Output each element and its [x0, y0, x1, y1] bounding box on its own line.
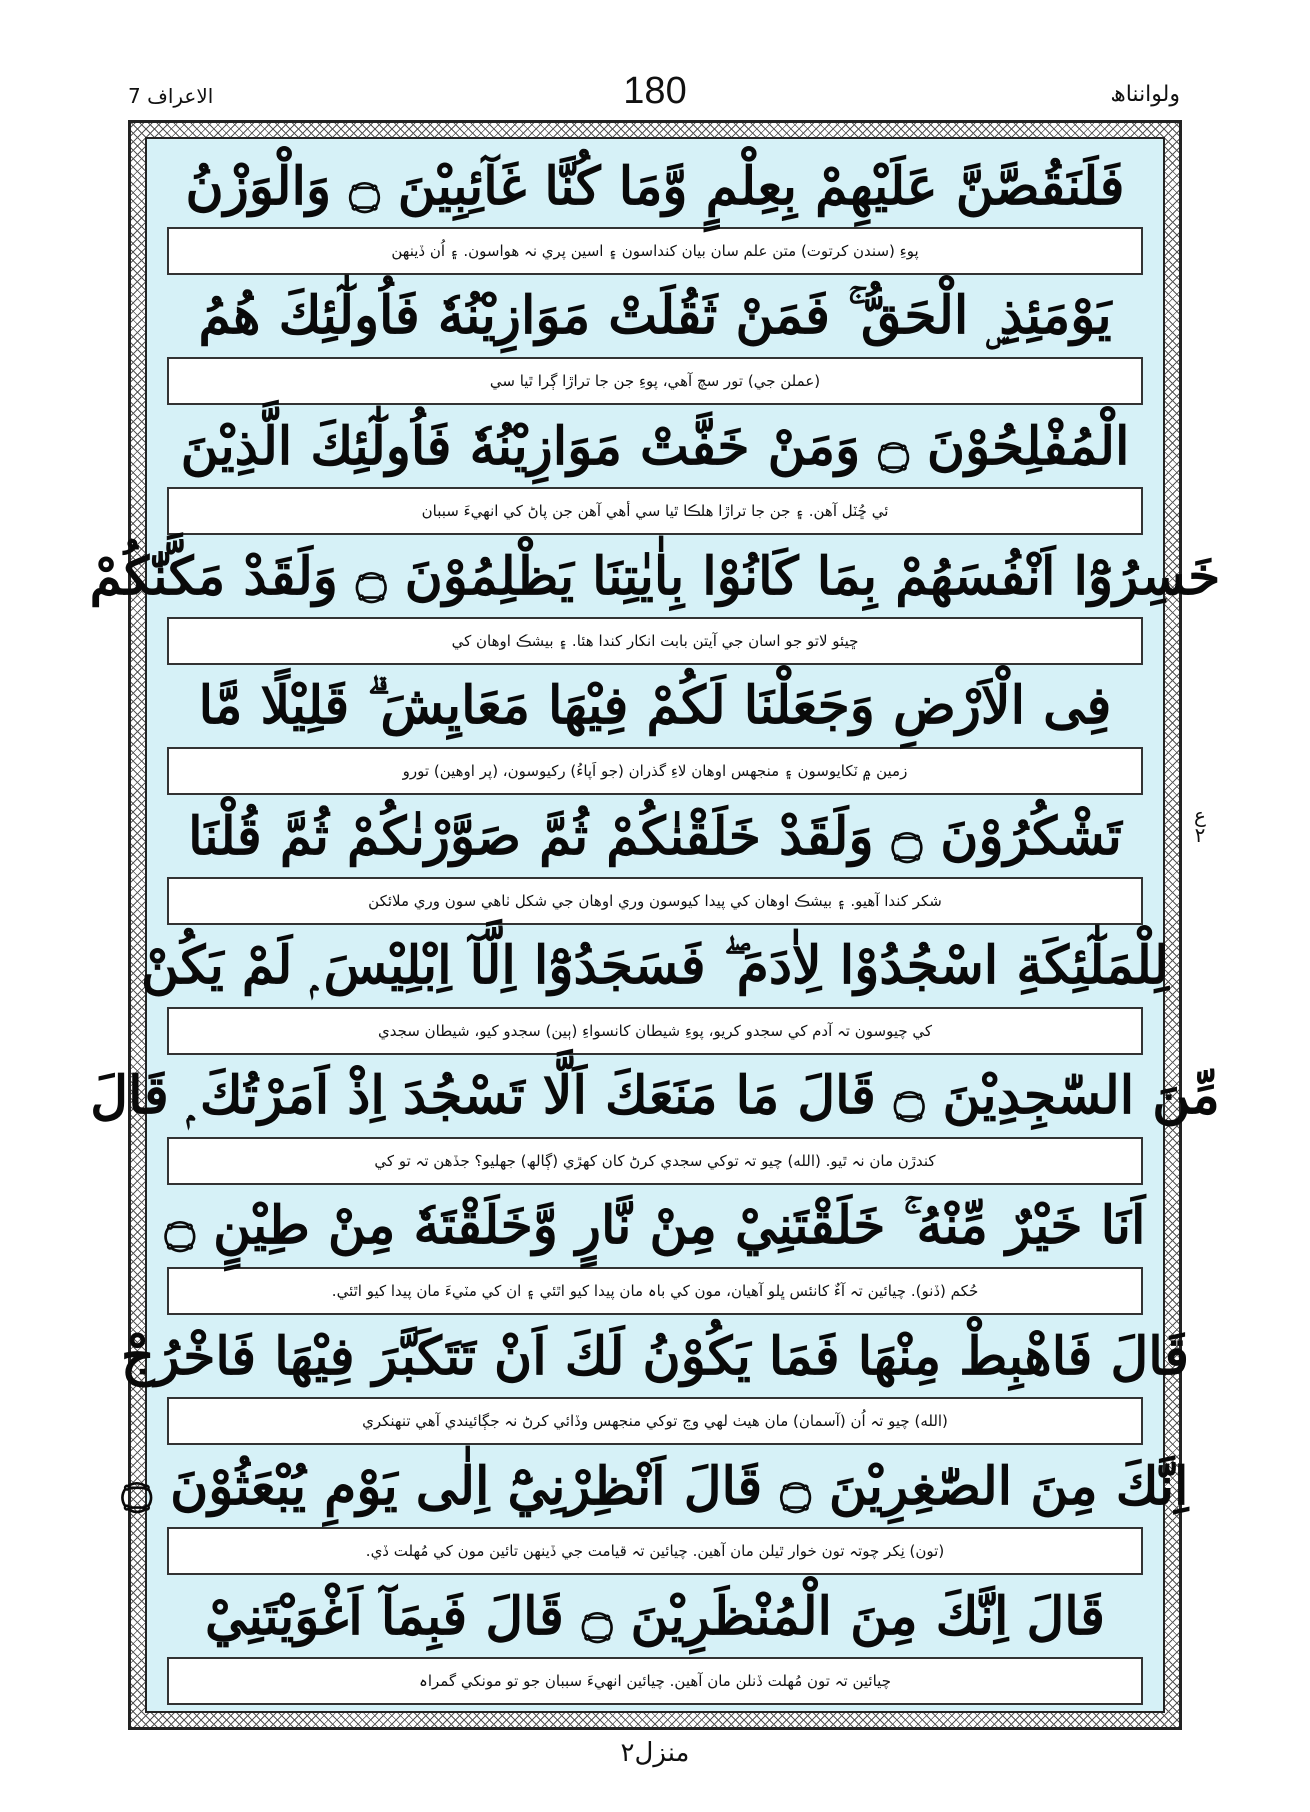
- juz-label: ولوانناھ: [1110, 82, 1180, 107]
- translation-box: پوءِ (سندن كرتوت) متن علم سان بيان كنداسون ۽ اسين پري نہ ھواسون. ۽ اُن ڏينھن: [167, 227, 1143, 275]
- verse-line: قَالَ اِنَّكَ مِنَ الْمُنْظَرِيْنَ ۝ قَالَ فَبِمَآ اَغْوَيْتَنِيْ: [205, 1585, 1105, 1647]
- translation-box: (الله) چيو تہ اُن (آسمان) مان ھيٺ لھي وڃ توكي منجھس وڏائي كرڻ نہ جڳائيندي آھي تنھنكري: [167, 1397, 1143, 1445]
- translation-box: زمين ۾ ٽكايوسون ۽ منجھس اوھان لاءِ گذران (جو اَپاءُ) رکيوسون، (پر اوھين) تورو: [167, 747, 1143, 795]
- verse-line: فِى الْاَرْضِ وَجَعَلْنَا لَكُمْ فِيْهَا مَعَايِشَ ۗ قَلِيْلًا مَّا: [198, 675, 1112, 736]
- manzil-label: منزل٢: [620, 1738, 690, 1768]
- translation-box: كندڙن مان نہ ٿيو. (الله) چيو تہ توكي سجدي كرڻ كان كھڙي (ڳالھ) جھليو؟ جڏھن تہ تو كي: [167, 1137, 1143, 1185]
- verse-line: تَشْكُرُوْنَ ۝ وَلَقَدْ خَلَقْنٰكُمْ ثُمَّ صَوَّرْنٰكُمْ ثُمَّ قُلْنَا: [188, 805, 1122, 867]
- page-number: 180: [623, 70, 687, 112]
- verse-line: اَنَا خَيْرٌ مِّنْهُ ۚ خَلَقْتَنِيْ مِنْ نَّارٍ وَّخَلَقْتَهٗ مِنْ طِيْنٍ ۝: [164, 1195, 1146, 1256]
- translation-box: (عملن جي) تور سچ آھي، پوءِ جن جا تراڙا ڳرا ٿيا سي: [167, 357, 1143, 405]
- translation-box: كي چيوسون تہ آدم كي سجدو كريو، پوءِ شيطان كانسواءِ (ٻين) سجدو كيو، شيطان سجدي: [167, 1007, 1143, 1055]
- verse-line: لِلْمَلٰٓئِكَةِ اسْجُدُوْا لِاٰدَمَ ۖ فَسَجَدُوْٓا اِلَّآ اِبْلِيْسَ ۭ لَمْ يَكُنْ: [141, 935, 1169, 996]
- page-header: [0, 70, 1310, 120]
- verse-line: قَالَ فَاهْبِطْ مِنْهَا فَمَا يَكُوْنُ لَكَ اَنْ تَتَكَبَّرَ فِيْهَا فَاخْرُجْ: [121, 1325, 1189, 1387]
- verse-line: يَوْمَئِذِ ۣ الْحَقُّ ۚ فَمَنْ ثَقُلَتْ مَوَازِيْنُهٗ فَاُولٰٓئِكَ هُمُ: [198, 285, 1112, 346]
- ruku-marker: ع ٢: [1194, 803, 1206, 847]
- translation-box: حُكم (ڏنو). چيائين تہ آءٌ كانئس ڀلو آھيان، مون كي باہ مان پيدا كيو اٿئي ۽ ان كي مٽيءَ مان پيدا كيو اٿئي.: [167, 1267, 1143, 1315]
- translation-box: ئي ڇُٽل آھن. ۽ جن جا تراڙا ھلڪا ٿيا سي أھي آھن جن پاڻ كي انھيءَ سببان: [167, 487, 1143, 535]
- translation-box: ڇيئو لاتو جو اسان جي آيتن بابت انكار كندا ھئا. ۽ بيشڪ اوھان كي: [167, 617, 1143, 665]
- verse-line: مِّنَ السّٰجِدِيْنَ ۝ قَالَ مَا مَنَعَكَ اَلَّا تَسْجُدَ اِذْ اَمَرْتُكَ ۭ قَالَ: [90, 1065, 1220, 1126]
- translation-box: چيائين تہ تون مُھلت ڏنلن مان آھين. چيائين انھيءَ سببان جو تو مونكي گمراہ: [167, 1657, 1143, 1705]
- verse-line: الْمُفْلِحُوْنَ ۝ وَمَنْ خَفَّتْ مَوَازِيْنُهٗ فَاُولٰٓئِكَ الَّذِيْنَ: [180, 415, 1130, 477]
- translation-box: (تون) نِكر چوتہ تون خوار ٿيلن مان آھين. چيائين تہ قيامت جي ڏينھن تائين مون كي مُھلت ڏي.: [167, 1527, 1143, 1575]
- verse-line: فَلَنَقُصَّنَّ عَلَيْهِمْ بِعِلْمٍ وَّمَا كُنَّا غَآئِبِيْنَ ۝ وَالْوَزْنُ: [185, 155, 1125, 217]
- surah-label: الاعراف 7: [128, 84, 214, 108]
- verse-line: خَسِرُوْٓا اَنْفُسَهُمْ بِمَا كَانُوْا بِاٰيٰتِنَا يَظْلِمُوْنَ ۝ وَلَقَدْ مَكَّنّٰكُمْ: [89, 545, 1221, 607]
- verse-line: اِنَّكَ مِنَ الصّٰغِرِيْنَ ۝ قَالَ اَنْظِرْنِيْٓ اِلٰى يَوْمِ يُبْعَثُوْنَ ۝: [121, 1455, 1189, 1517]
- translation-box: شكر كندا آھيو. ۽ بيشڪ اوھان كي پيدا كيوسون وري اوھان جي شكل ٺاھي سون وري ملائكن: [167, 877, 1143, 925]
